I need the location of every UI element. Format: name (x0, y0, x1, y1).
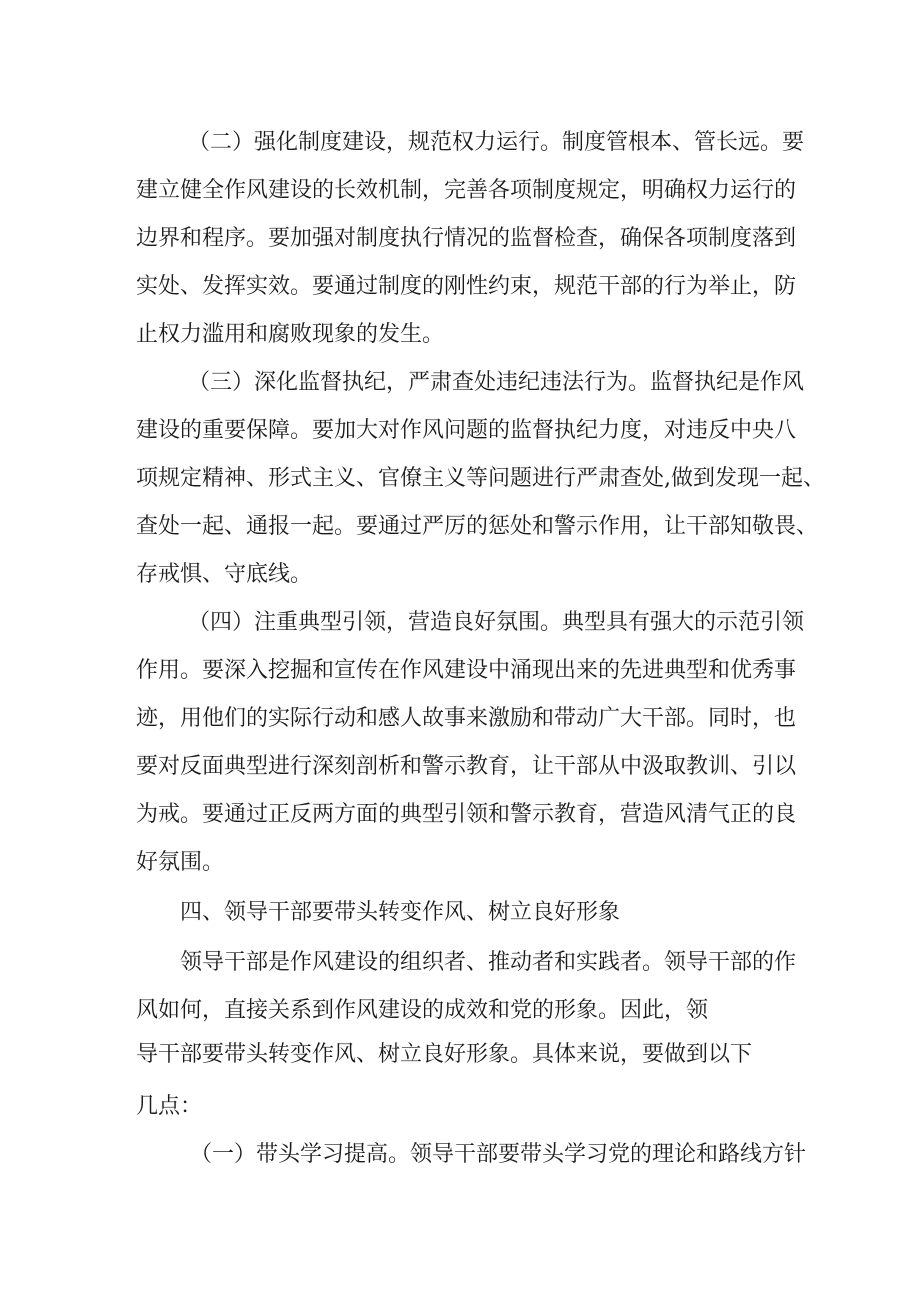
paragraph-line: 几点： (136, 1094, 203, 1119)
paragraph-line: （一）带头学习提高。领导干部要带头学习党的理论和路线方针 (190, 1142, 807, 1167)
paragraph-line: 查处一起、通报一起。要通过严厉的惩处和警示作用，让干部知敬畏、 (136, 514, 819, 539)
paragraph-line: 导干部要带头转变作风、树立良好形象。具体来说，要做到以下 (136, 1042, 753, 1067)
paragraph-line: 止权力滥用和腐败现象的发生。 (136, 322, 445, 347)
paragraph-line: 项规定精神、形式主义、官僚主义等问题进行严肃查处,做到发现一起、 (136, 466, 825, 491)
paragraph-line: 领导干部是作风建设的组织者、推动者和实践者。领导干部的作 (180, 950, 797, 975)
paragraph-line: 建立健全作风建设的长效机制，完善各项制度规定，明确权力运行的 (136, 178, 797, 203)
paragraph-line: 存戒惧、守底线。 (136, 562, 313, 587)
paragraph-line: 为戒。要通过正反两方面的典型引领和警示教育，营造风清气正的良 (136, 802, 797, 827)
paragraph-line: （三）深化监督执纪，严肃查处违纪违法行为。监督执纪是作风 (188, 370, 805, 395)
paragraph-line: 作用。要深入挖掘和宣传在作风建设中涌现出来的先进典型和优秀事 (136, 658, 797, 683)
paragraph-line: 实处、发挥实效。要通过制度的刚性约束，规范干部的行为举止，防 (136, 274, 797, 299)
section-heading: 四、领导干部要带头转变作风、树立良好形象 (180, 900, 621, 925)
paragraph-line: 迹，用他们的实际行动和感人故事来激励和带动广大干部。同时，也 (136, 706, 797, 731)
paragraph-line: 边界和程序。要加强对制度执行情况的监督检查，确保各项制度落到 (136, 226, 797, 251)
paragraph-line: 好氛围。 (136, 850, 225, 875)
paragraph-line: （四）注重典型引领，营造良好氛围。典型具有强大的示范引领 (188, 610, 805, 635)
paragraph-line: 风如何，直接关系到作风建设的成效和党的形象。因此，领 (136, 998, 709, 1023)
paragraph-line: （二）强化制度建设，规范权力运行。制度管根本、管长远。要 (188, 130, 805, 155)
paragraph-line: 要对反面典型进行深刻剖析和警示教育，让干部从中汲取教训、引以 (136, 754, 797, 779)
paragraph-line: 建设的重要保障。要加大对作风问题的监督执纪力度，对违反中央八 (136, 418, 797, 443)
